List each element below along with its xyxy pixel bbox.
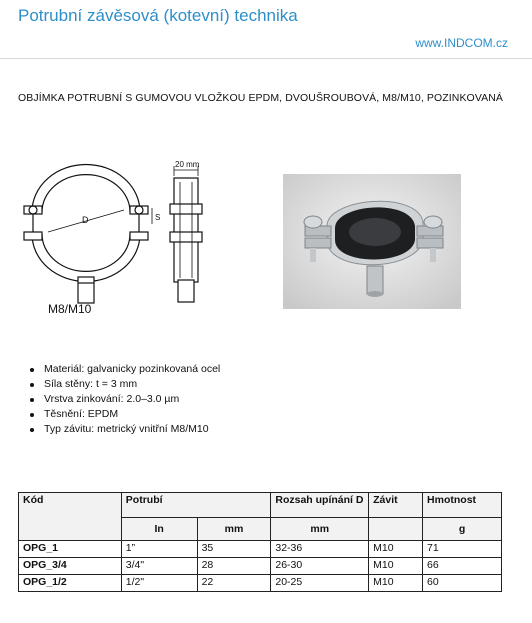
- cell-range: 32-36: [271, 541, 369, 558]
- drawing-caption: M8/M10: [48, 302, 92, 316]
- cell-code: OPG_1: [19, 541, 122, 558]
- cell-mm: 22: [197, 575, 271, 592]
- table-row: [19, 558, 502, 575]
- spec-item: Těsnění: EPDM: [30, 407, 220, 422]
- cell-code: OPG_1/2: [19, 575, 122, 592]
- product-table: [18, 492, 502, 592]
- header-range: Rozsah upínání D: [271, 493, 369, 518]
- subheader-mm: mm: [197, 518, 271, 541]
- cell-inch: 3/4": [121, 558, 197, 575]
- spec-item: Materiál: galvanicky pozinkovaná ocel: [30, 362, 220, 377]
- spec-item: Vrstva zinkování: 2.0–3.0 µm: [30, 392, 220, 407]
- cell-inch: 1”: [121, 541, 197, 558]
- page-title: Potrubní závěsová (kotevní) technika: [18, 6, 298, 25]
- cell-inch: 1/2": [121, 575, 197, 592]
- product-title: OBJÍMKA POTRUBNÍ S GUMOVOU VLOŽKOU EPDM, DVOUŠROUBOVÁ, M8/M10, POZINKOVANÁ: [18, 92, 504, 104]
- drawing-diameter-label: D: [82, 215, 89, 225]
- cell-thread: M10: [369, 541, 423, 558]
- subheader-weight-unit: g: [423, 518, 502, 541]
- drawing-width-label: 20 mm: [175, 160, 200, 169]
- table-row: [19, 541, 502, 558]
- header-weight: Hmotnost: [423, 493, 502, 518]
- cell-range: 20-25: [271, 575, 369, 592]
- technical-drawing: [18, 160, 218, 320]
- table-row: [19, 575, 502, 592]
- drawing-s-label: S: [155, 213, 161, 222]
- subheader-thread: [369, 518, 423, 541]
- cell-thread: M10: [369, 575, 423, 592]
- cell-range: 26-30: [271, 558, 369, 575]
- website-link[interactable]: www.INDCOM.cz: [415, 36, 508, 50]
- spec-list: [30, 362, 220, 437]
- cell-mm: 35: [197, 541, 271, 558]
- cell-thread: M10: [369, 558, 423, 575]
- header-thread: Závit: [369, 493, 423, 518]
- subheader-range-mm: mm: [271, 518, 369, 541]
- cell-mm: 28: [197, 558, 271, 575]
- cell-weight: 60: [423, 575, 502, 592]
- subheader-inch: In: [121, 518, 197, 541]
- header-code: Kód: [19, 493, 122, 541]
- cell-weight: 66: [423, 558, 502, 575]
- cell-code: OPG_3/4: [19, 558, 122, 575]
- table-header-row: [19, 493, 502, 518]
- header-divider: [0, 58, 532, 59]
- spec-item: Typ závitu: metrický vnitřní M8/M10: [30, 422, 220, 437]
- header-pipe: Potrubí: [121, 493, 271, 518]
- product-photo: [283, 174, 461, 309]
- cell-weight: 71: [423, 541, 502, 558]
- spec-item: Síla stěny: t = 3 mm: [30, 377, 220, 392]
